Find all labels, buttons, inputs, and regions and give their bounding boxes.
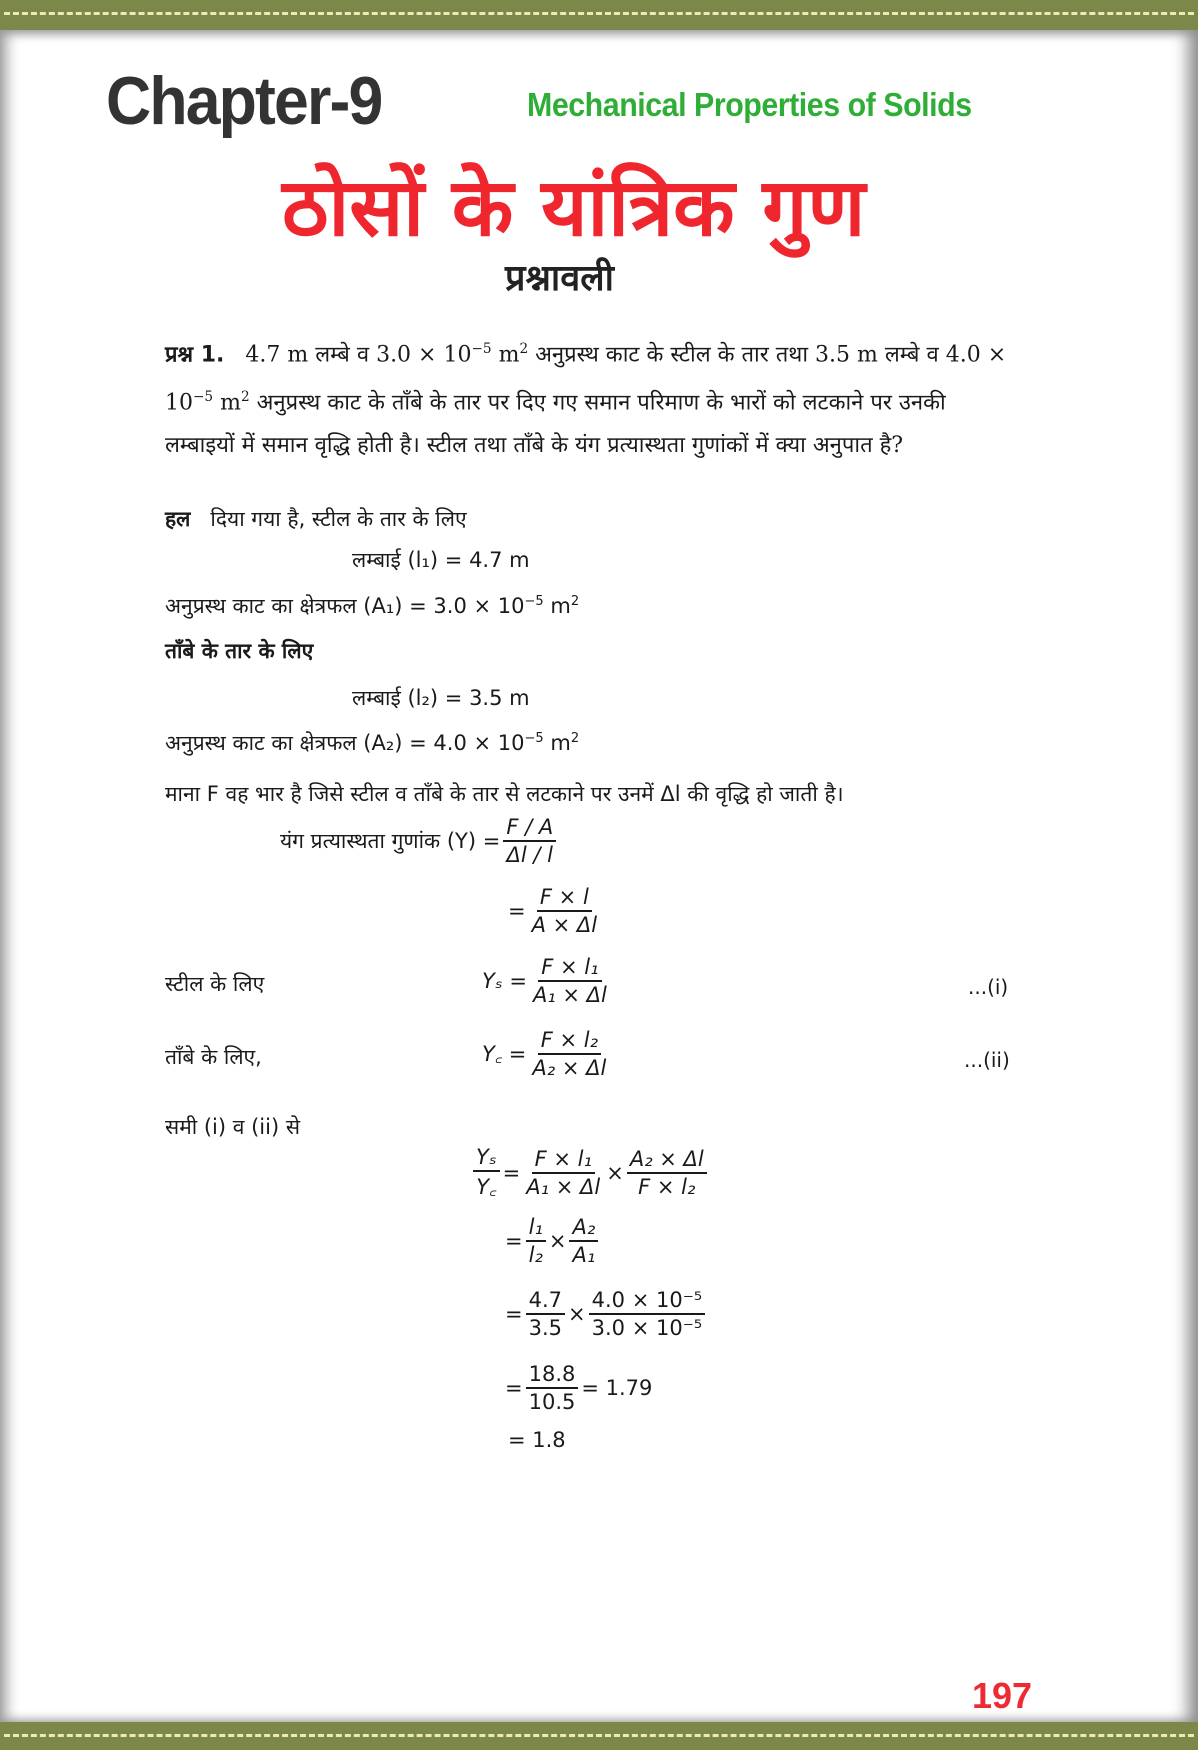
denominator: 3.5 — [528, 1316, 563, 1340]
question-text-3: अनुप्रस्थ काट के ताँबे के तार पर दिए गए समान परिमाण के भारों को लटकाने पर उनकी लम्बाइयों में समान वृद्धि होती है। स्टील तथा ताँबे के यंग प्रत्यास्थता गुणांकों में क्या अनुपात है? — [165, 390, 946, 458]
numerator: F × l₁ — [538, 955, 601, 982]
numerator: 18.8 — [526, 1362, 579, 1389]
numerator: F / A — [503, 815, 556, 842]
copper-equation — [482, 1028, 612, 1080]
fraction — [530, 955, 610, 1007]
ys-symbol: Yₛ = — [482, 969, 527, 993]
stitch-line — [4, 12, 1194, 15]
solution-label: हल — [165, 507, 191, 531]
copper-label: ताँबे के लिए, — [165, 1045, 262, 1069]
top-border-band — [0, 0, 1198, 30]
yc-symbol: Y꜀ = — [482, 1042, 527, 1066]
denominator: 10.5 — [528, 1390, 576, 1414]
exponent: 2 — [570, 731, 580, 746]
assumption-line: माना F वह भार है जिसे स्टील व ताँबे के तार से लटकाने पर उनमें Δl की वृद्धि हो जाती है। — [165, 782, 844, 806]
equation-number-ii: ...(ii) — [964, 1048, 1010, 1072]
numerator: l₁ — [526, 1215, 546, 1242]
l1-line: लम्बाई (l₁) = 4.7 m — [352, 548, 530, 572]
question-text-1: 4.7 m लम्बे व 3.0 × 10 — [245, 342, 472, 368]
equals-sign: = — [505, 1376, 523, 1400]
equals-sign: = — [505, 1229, 523, 1253]
unit: m — [213, 390, 241, 416]
denominator: A₁ — [572, 1243, 596, 1267]
denominator: A₁ × Δl — [526, 1175, 601, 1199]
fraction — [627, 1147, 707, 1199]
denominator: 3.0 × 10⁻⁵ — [591, 1316, 703, 1340]
a2-line — [165, 729, 579, 757]
solution-intro: दिया गया है, स्टील के तार के लिए — [210, 507, 467, 531]
denominator: Δl / l — [506, 843, 553, 867]
a1-label: अनुप्रस्थ काट का क्षेत्रफल (A₁) = 3.0 × 10 — [165, 594, 525, 618]
section-title: प्रश्नावली — [505, 258, 615, 299]
question-1 — [165, 328, 1020, 467]
exponent: 2 — [519, 341, 529, 357]
a1-line — [165, 592, 579, 620]
fraction — [569, 1215, 598, 1267]
ratio-equation — [470, 1145, 710, 1201]
denominator: A₁ × Δl — [532, 983, 607, 1007]
fraction — [526, 1215, 546, 1267]
exponent: 2 — [240, 389, 250, 406]
final-result: = 1.8 — [508, 1428, 566, 1452]
unit: m — [491, 342, 520, 368]
equals-sign: = — [508, 899, 526, 923]
numerator: A₂ — [569, 1215, 598, 1242]
numerator: 4.7 — [526, 1288, 565, 1315]
numerator: F × l — [537, 885, 592, 912]
numerator: F × l₂ — [538, 1028, 601, 1055]
numerator: Yₛ — [473, 1145, 500, 1172]
stitch-line — [4, 1734, 1194, 1737]
page-number: 197 — [972, 1675, 1033, 1716]
times-sign: × — [606, 1161, 624, 1185]
exponent: 2 — [570, 594, 580, 609]
numerator: 4.0 × 10⁻⁵ — [589, 1288, 706, 1315]
fraction — [473, 1145, 500, 1201]
unit: m — [543, 594, 571, 618]
numeric-ratio — [505, 1288, 708, 1340]
fraction — [526, 1362, 579, 1414]
intermediate-result: = 1.79 — [581, 1376, 653, 1400]
young-modulus-equation — [280, 815, 559, 867]
fraction — [529, 885, 601, 937]
exponent: −5 — [524, 594, 544, 609]
numerator: F × l₁ — [532, 1147, 595, 1174]
exponent: −5 — [193, 389, 214, 406]
unit: m — [543, 731, 571, 755]
chapter-subject: Mechanical Properties of Solids — [527, 86, 972, 123]
equation-number-i: ...(i) — [968, 975, 1009, 999]
simplified-ratio — [505, 1215, 601, 1267]
denominator: l₂ — [528, 1243, 543, 1267]
fraction — [503, 815, 556, 867]
fraction — [529, 1028, 609, 1080]
denominator: Y꜀ — [476, 1175, 497, 1199]
question-text-2: अनुप्रस्थ काट के स्टील के तार तथा 3.5 m लम्बे व 4.0 × 10 — [165, 342, 1007, 416]
denominator: F × l₂ — [638, 1175, 696, 1199]
times-sign: × — [568, 1302, 586, 1326]
steel-label: स्टील के लिए — [165, 972, 265, 996]
equals-sign: = — [502, 1161, 521, 1185]
question-label: प्रश्न 1. — [165, 342, 225, 368]
times-sign: × — [548, 1229, 567, 1253]
young-label: यंग प्रत्यास्थता गुणांक (Y) = — [280, 829, 501, 853]
bottom-border-band — [0, 1722, 1198, 1750]
a2-label: अनुप्रस्थ काट का क्षेत्रफल (A₂) = 4.0 × 10 — [165, 731, 525, 755]
solution-intro-line — [165, 505, 467, 533]
fraction — [589, 1288, 706, 1340]
chapter-heading: Chapter-9 — [106, 63, 382, 139]
hindi-title: ठोसों के यांत्रिक गुण — [282, 161, 866, 254]
copper-heading: ताँबे के तार के लिए — [165, 639, 314, 663]
denominator: A × Δl — [531, 913, 598, 937]
fraction — [526, 1288, 565, 1340]
numerator: A₂ × Δl — [627, 1147, 707, 1174]
young-modulus-equation-2 — [508, 885, 603, 937]
product-ratio — [505, 1362, 652, 1414]
fraction — [523, 1147, 603, 1199]
exponent: −5 — [524, 731, 544, 746]
denominator: A₂ × Δl — [532, 1056, 607, 1080]
l2-line: लम्बाई (l₂) = 3.5 m — [352, 686, 530, 710]
steel-equation — [482, 955, 613, 1007]
from-equations-label: समी (i) व (ii) से — [165, 1115, 301, 1139]
exponent: −5 — [471, 341, 492, 357]
equals-sign: = — [505, 1302, 523, 1326]
